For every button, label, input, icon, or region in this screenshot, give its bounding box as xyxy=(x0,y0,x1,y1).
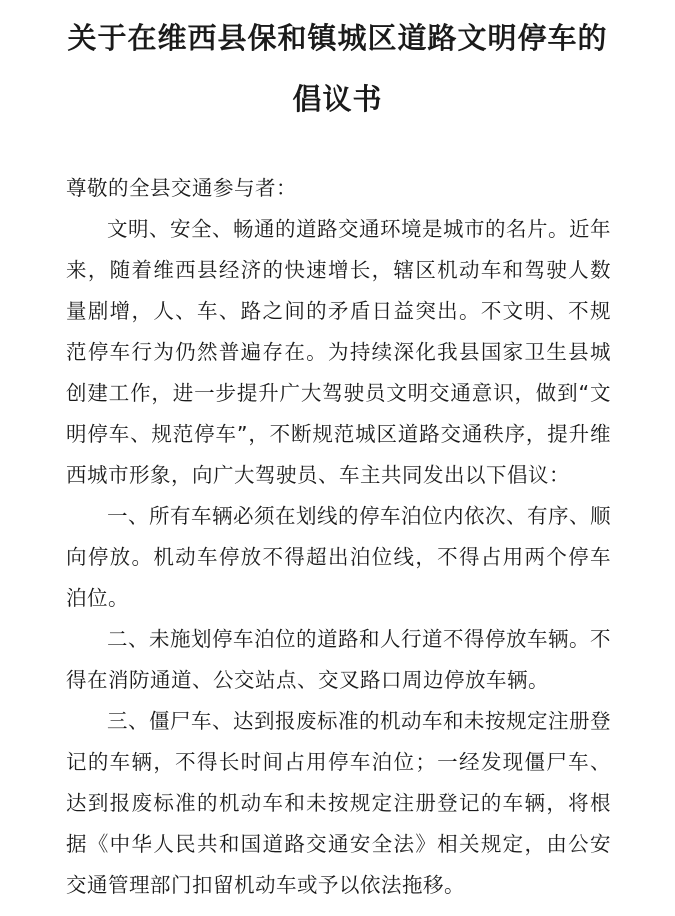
document-title-line-2: 倡议书 xyxy=(292,82,383,116)
greeting: 尊敬的全县交通参与者： xyxy=(66,176,297,200)
paragraph-intro: 文明、安全、畅通的道路交通环境是城市的名片。近年来，随着维西县经济的快速增长，辖区机动车和驾驶人数量剧增，人、车、路之间的矛盾日益突出。不文明、不规范停车行为仍然普遍存在。为持续深化我县国家卫生县城创建工作，进一步提升广大驾驶员文明交通意识，做到“文明停车、规范停车”，不断规范城区道路交通秩序，提升维西城市形象，向广大驾驶员、车主共同发出以下倡议： xyxy=(66,217,611,487)
document-body xyxy=(66,168,611,906)
paragraph-item-3: 三、僵尸车、达到报废标准的机动车和未按规定注册登记的车辆，不得长时间占用停车泊位；一经发现僵尸车、达到报废标准的机动车和未按规定注册登记的车辆，将根据《中华人民共和国道路交通安全法》相关规定，由公安交通管理部门扣留机动车或予以依法拖移。 xyxy=(66,709,611,897)
paragraph-item-1: 一、所有车辆必须在划线的停车泊位内依次、有序、顺向停放。机动车停放不得超出泊位线，不得占用两个停车泊位。 xyxy=(66,504,611,610)
paragraph-item-2: 二、未施划停车泊位的道路和人行道不得停放车辆。不得在消防通道、公交站点、交叉路口周边停放车辆。 xyxy=(66,627,611,692)
document-title-line-1: 关于在维西县保和镇城区道路文明停车的 xyxy=(67,21,608,55)
